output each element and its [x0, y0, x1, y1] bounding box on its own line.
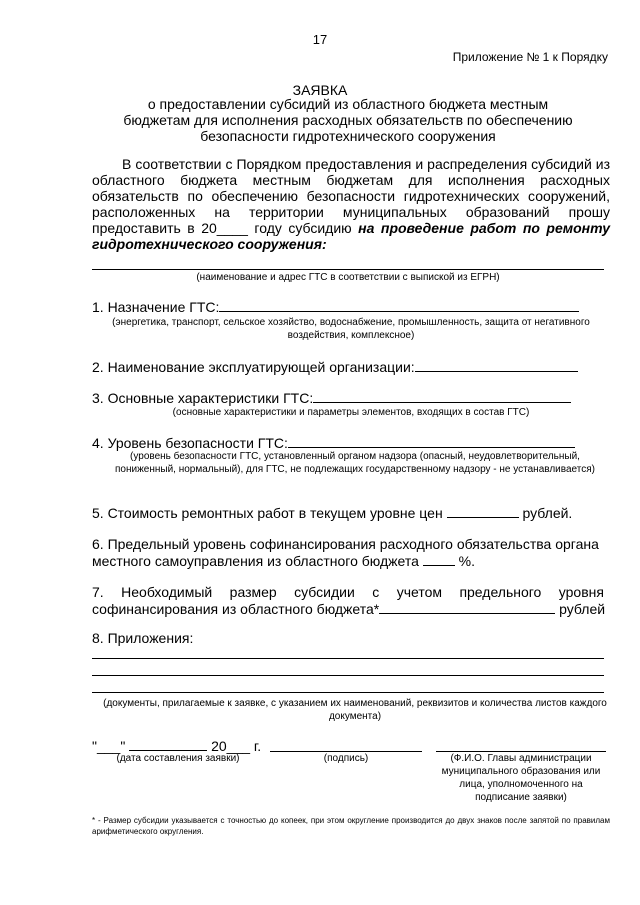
item-4-caption: (уровень безопасности ГТС, установленный органом надзора (опасный, неудовлетворительный, пониженный, нормальный), для ГТС, не подлежащих государственному надзору - не устанавливается) — [115, 451, 595, 475]
item-7-word: размер — [229, 584, 277, 600]
item-8-label: 8. Приложения: — [92, 630, 194, 646]
item-7-line-2 — [92, 600, 605, 617]
document-title: ЗАЯВКА — [292, 82, 348, 98]
item-5-label: 5. Стоимость ремонтных работ в текущем уровне цен — [92, 505, 443, 521]
item-4-field[interactable] — [288, 434, 575, 448]
item-7-word: с — [372, 584, 380, 600]
attachments-line-1[interactable] — [92, 646, 604, 659]
item-6-field[interactable] — [423, 552, 455, 566]
gts-name-field[interactable] — [92, 255, 604, 270]
gts-name-caption: (наименование и адрес ГТС в соответствии с выпиской из ЕГРН) — [196, 272, 500, 283]
item-8-caption: (документы, прилагаемые к заявке, с указанием их наименований, реквизитов и количества листов каждого документа) — [103, 698, 607, 722]
item-2 — [92, 358, 578, 375]
item-3-field[interactable] — [313, 389, 571, 403]
item-7-field[interactable] — [379, 600, 555, 614]
item-7-word: Необходимый — [121, 584, 213, 600]
page-number: 17 — [312, 32, 328, 47]
item-1 — [92, 298, 579, 315]
item-3-label: 3. Основные характеристики ГТС: — [92, 390, 314, 406]
item-6-line-2 — [92, 552, 475, 569]
item-5 — [92, 504, 572, 521]
item-7-word: уровня — [558, 584, 604, 600]
attachments-line-2[interactable] — [92, 663, 604, 676]
subtitle-line: безопасности гидротехнического сооружения — [200, 128, 496, 144]
intro-paragraph — [92, 156, 610, 252]
item-7-text: софинансирования из областного бюджета* — [92, 601, 380, 617]
item-7-word: учетом — [396, 584, 442, 600]
date-day[interactable]: "___" — [92, 738, 126, 754]
date-year[interactable]: 20___ г. — [211, 738, 262, 754]
intro-text: В соответствии с Порядком предоставления и распределения субсидий из областного бюджета местным бюджетам для исполнения расходных обязательств по обеспечению безопасности гидротехнических сооружений, расположенных на территории муниципальных образований прошу предоставить в 20____ году субсидию — [92, 156, 610, 236]
item-4 — [92, 434, 575, 451]
document-subtitle — [96, 96, 600, 144]
signature-caption: (подпись) — [323, 753, 369, 764]
item-5-unit: рублей. — [522, 505, 573, 521]
item-3-caption: (основные характеристики и параметры элементов, входящих в состав ГТС) — [172, 407, 530, 418]
subtitle-line: о предоставлении субсидий из областного бюджета местным — [147, 96, 549, 112]
item-1-field[interactable] — [219, 298, 579, 312]
item-2-label: 2. Наименование эксплуатирующей организации: — [92, 359, 415, 375]
item-7-unit: рублей — [559, 601, 606, 617]
intro-bold-text: на проведение работ по ремонту гидротехнического сооружения: — [92, 220, 611, 252]
signature-field[interactable] — [270, 737, 422, 752]
item-1-caption: (энергетика, транспорт, сельское хозяйство, водоснабжение, промышленность, защита от негативного воздействия, комплексное) — [112, 317, 590, 341]
item-6-text: местного самоуправления из областного бюджета — [92, 553, 419, 569]
item-7-word: 7. — [92, 584, 104, 600]
date-month-field[interactable] — [129, 737, 207, 751]
official-name-caption: (Ф.И.О. Главы администрации муниципального образования или лица, уполномоченного на подписание заявки) — [441, 753, 601, 803]
item-7-word: предельного — [459, 584, 542, 600]
attachments-line-3[interactable] — [92, 680, 604, 693]
item-4-label: 4. Уровень безопасности ГТС: — [92, 435, 288, 451]
item-3 — [92, 389, 571, 406]
footnote: * - Размер субсидии указывается с точностью до копеек, при этом округление производится до двух знаков после запятой по правилам арифметического округления. — [92, 816, 610, 836]
item-6-line-1: 6. Предельный уровень софинансирования расходного обязательства органа — [92, 536, 599, 552]
item-2-field[interactable] — [415, 358, 578, 372]
item-5-field[interactable] — [447, 504, 519, 518]
appendix-note: Приложение № 1 к Порядку — [452, 50, 608, 64]
item-7-word: субсидии — [294, 584, 355, 600]
item-1-label: 1. Назначение ГТС: — [92, 299, 220, 315]
subtitle-line: бюджетам для исполнения расходных обязательств по обеспечению — [123, 112, 573, 128]
item-6-unit: %. — [458, 553, 475, 569]
official-name-field[interactable] — [436, 737, 606, 752]
date-caption: (дата составления заявки) — [116, 753, 240, 764]
item-7-line-1 — [92, 584, 604, 600]
